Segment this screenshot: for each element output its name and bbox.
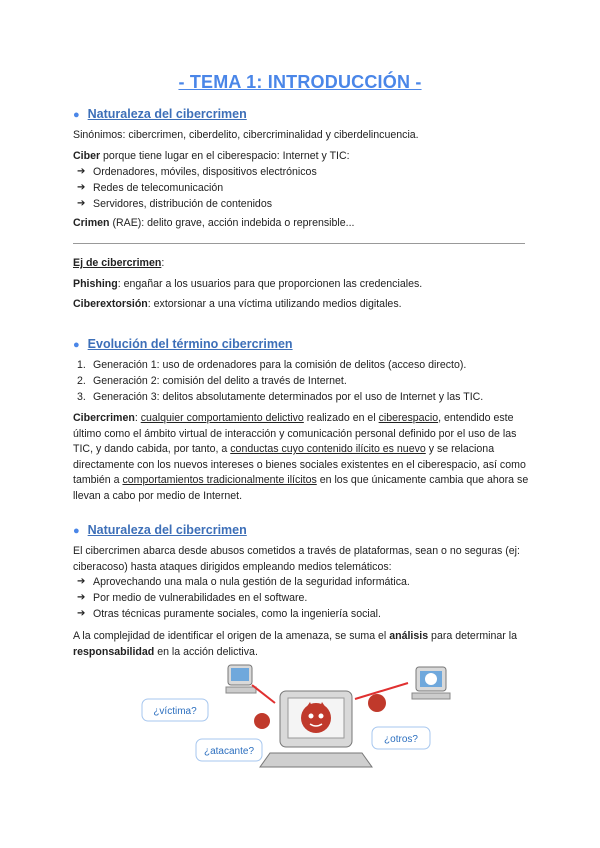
victim-computer-icon bbox=[226, 665, 256, 693]
list-item: ➔ Redes de telecomunicación bbox=[77, 182, 224, 194]
section-heading-naturaleza-2: ● Naturaleza del cibercrimen bbox=[73, 523, 247, 537]
crimen-term: Crimen bbox=[73, 217, 110, 229]
svg-text:¿víctima?: ¿víctima? bbox=[153, 706, 197, 717]
ciberextorsion-example: Ciberextorsión: extorsionar a una víctima utilizando medios digitales. bbox=[73, 298, 402, 310]
arrow-icon: ➔ bbox=[77, 608, 86, 619]
label-victim bbox=[142, 699, 208, 721]
ciber-term: Ciber bbox=[73, 150, 101, 162]
bullet-icon: ● bbox=[73, 339, 80, 351]
list-item: 2. Generación 2: comisión del delito a través de Internet. bbox=[77, 375, 347, 387]
svg-text:¿atacante?: ¿atacante? bbox=[203, 746, 255, 757]
list-item: ➔ Por medio de vulnerabilidades en el software. bbox=[77, 592, 308, 604]
label-attacker bbox=[196, 739, 262, 761]
list-item: 1. Generación 1: uso de ordenadores para la comisión de delitos (acceso directo). bbox=[77, 359, 467, 371]
section-heading-evolucion: ● Evolución del término cibercrimen bbox=[73, 337, 293, 351]
arrow-icon: ➔ bbox=[77, 576, 86, 587]
list-item: ➔ Servidores, distribución de contenidos bbox=[77, 198, 273, 210]
svg-text:¿otros?: ¿otros? bbox=[384, 734, 418, 745]
label-others bbox=[372, 727, 430, 749]
arrow-icon: ➔ bbox=[77, 592, 86, 603]
section-heading-naturaleza bbox=[73, 107, 247, 121]
arrow-icon: ➔ bbox=[77, 182, 86, 193]
sec3-intro: El cibercrimen abarca desde abusos cometidos a través de plataformas, sean o no seguras (ej: ciberacoso) hasta ataques dirigidos empleando medios telemáticos: bbox=[73, 545, 520, 573]
arrow-icon: ➔ bbox=[77, 198, 86, 209]
cybercrime-illustration bbox=[140, 663, 470, 773]
crimen-definition bbox=[73, 216, 533, 232]
ciber-definition bbox=[73, 149, 533, 165]
sec3-list bbox=[73, 574, 410, 622]
examples-heading: Ej de cibercrimen: bbox=[73, 257, 165, 269]
central-computer-icon bbox=[260, 691, 372, 767]
list-item: ➔ Ordenadores, móviles, dispositivos electrónicos bbox=[77, 166, 317, 178]
list-item: ➔ Otras técnicas puramente sociales, como la ingeniería social. bbox=[77, 608, 381, 620]
sec3-closing: A la complejidad de identificar el origen de la amenaza, se suma el análisis para determinar la responsabilidad en la acción delictiva. bbox=[73, 630, 518, 658]
cibercrimen-definition: Cibercrimen: cualquier comportamiento delictivo realizado en el ciberespacio, entendido este último como el ámbito virtual de interacción y comunicación personal definido por el uso de las TIC, y dando cabida, por tanto, a conductas cuyo contenido ilícito es nuevo y se relaciona directamente con los nuevos intereses o bienes sociales existentes en el ciberespacio, así como también a comportamientos tradicionalmente ilícitos en los que únicamente cambia que ahora se llevan a cabo por medio de Internet. bbox=[73, 412, 529, 502]
bullet-icon: ● bbox=[73, 525, 80, 537]
bullet-icon: ● bbox=[73, 109, 80, 121]
phishing-term: Phishing bbox=[73, 278, 118, 290]
ciber-list bbox=[73, 164, 317, 212]
section-heading-text: Naturaleza del cibercrimen bbox=[87, 107, 247, 121]
list-item: ➔ Aprovechando una mala o nula gestión de la seguridad informática. bbox=[77, 576, 410, 588]
others-computer-icon bbox=[412, 667, 450, 699]
horizontal-divider bbox=[73, 243, 525, 244]
page-title: - TEMA 1: INTRODUCCIÓN - bbox=[178, 72, 422, 92]
crimen-text: (RAE): delito grave, acción indebida o reprensible... bbox=[109, 217, 355, 229]
ciber-text: porque tiene lugar en el ciberespacio: Internet y TIC: bbox=[100, 150, 350, 162]
examples-heading-text: Ej de cibercrimen bbox=[73, 257, 162, 269]
ciberextorsion-term: Ciberextorsión bbox=[73, 298, 148, 310]
list-item: 3. Generación 3: delitos absolutamente determinados por el uso de Internet y las TIC. bbox=[77, 391, 484, 403]
arrow-icon: ➔ bbox=[77, 166, 86, 177]
synonyms-text: Sinónimos: cibercrimen, ciberdelito, cibercriminalidad y ciberdelincuencia. bbox=[73, 129, 419, 141]
generations-list bbox=[73, 357, 483, 405]
phishing-example: Phishing: engañar a los usuarios para que proporcionen las credenciales. bbox=[73, 278, 423, 290]
